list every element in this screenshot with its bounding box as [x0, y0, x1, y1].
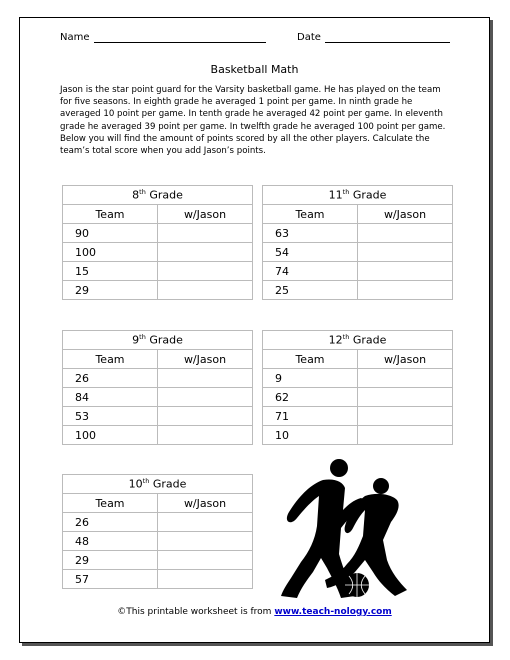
- col-team-header: Team: [263, 205, 358, 224]
- footer-link[interactable]: www.teach-nology.com: [274, 607, 392, 617]
- date-blank: [325, 42, 450, 43]
- word-problem-text: Jason is the star point guard for the Varsity basketball game. He has played on the team for five seasons. In eighth grade he averaged 1 point per game. In ninth grade he averaged 10 point per game. In tenth grade he averaged 42 point per game. In eleventh grade he averaged 39 point per game. In twelfth grade he averaged 100 point per game. Below you will find the amount of points scored by all the other players. Calculate the team’s total score when you add Jason’s points.: [60, 85, 446, 157]
- answer-cell[interactable]: [158, 551, 253, 570]
- answer-cell[interactable]: [158, 262, 253, 281]
- col-jason-header: w/Jason: [158, 205, 253, 224]
- team-score: 71: [263, 407, 358, 426]
- date-line: [297, 32, 450, 43]
- col-jason-header: w/Jason: [358, 205, 453, 224]
- team-score: 90: [63, 224, 158, 243]
- answer-cell[interactable]: [158, 224, 253, 243]
- name-label: Name: [60, 32, 90, 43]
- col-team-header: Team: [263, 350, 358, 369]
- table-caption: 12th Grade: [263, 331, 453, 350]
- answer-cell[interactable]: [158, 369, 253, 388]
- col-jason-header: w/Jason: [158, 494, 253, 513]
- team-score: 9: [263, 369, 358, 388]
- answer-cell[interactable]: [158, 243, 253, 262]
- table-grade-8: [62, 185, 253, 300]
- team-score: 84: [63, 388, 158, 407]
- team-score: 15: [63, 262, 158, 281]
- table-grade-10: [62, 474, 253, 589]
- col-jason-header: w/Jason: [158, 350, 253, 369]
- table-caption: 10th Grade: [63, 475, 253, 494]
- team-score: 29: [63, 281, 158, 300]
- answer-cell[interactable]: [158, 281, 253, 300]
- answer-cell[interactable]: [358, 281, 453, 300]
- answer-cell[interactable]: [358, 407, 453, 426]
- answer-cell[interactable]: [358, 262, 453, 281]
- team-score: 25: [263, 281, 358, 300]
- team-score: 10: [263, 426, 358, 445]
- answer-cell[interactable]: [158, 388, 253, 407]
- table-caption: 11th Grade: [263, 186, 453, 205]
- name-line: [60, 32, 266, 43]
- team-score: 100: [63, 243, 158, 262]
- footer-text: ©This printable worksheet is from: [117, 607, 275, 617]
- team-score: 74: [263, 262, 358, 281]
- team-score: 48: [63, 532, 158, 551]
- team-score: 63: [263, 224, 358, 243]
- name-blank: [94, 42, 266, 43]
- table-grade-12: [262, 330, 453, 445]
- col-jason-header: w/Jason: [358, 350, 453, 369]
- worksheet-page: [19, 17, 490, 643]
- basketball-players-silhouette: [261, 456, 423, 601]
- footer-credit: [20, 607, 489, 617]
- table-caption: 9th Grade: [63, 331, 253, 350]
- col-team-header: Team: [63, 350, 158, 369]
- team-score: 26: [63, 513, 158, 532]
- answer-cell[interactable]: [158, 407, 253, 426]
- answer-cell[interactable]: [358, 426, 453, 445]
- team-score: 62: [263, 388, 358, 407]
- worksheet-title: Basketball Math: [210, 63, 299, 76]
- team-score: 29: [63, 551, 158, 570]
- answer-cell[interactable]: [358, 224, 453, 243]
- col-team-header: Team: [63, 205, 158, 224]
- team-score: 26: [63, 369, 158, 388]
- team-score: 57: [63, 570, 158, 589]
- table-grade-9: [62, 330, 253, 445]
- team-score: 54: [263, 243, 358, 262]
- team-score: 100: [63, 426, 158, 445]
- date-label: Date: [297, 32, 321, 43]
- answer-cell[interactable]: [358, 243, 453, 262]
- answer-cell[interactable]: [358, 388, 453, 407]
- team-score: 53: [63, 407, 158, 426]
- col-team-header: Team: [63, 494, 158, 513]
- answer-cell[interactable]: [158, 532, 253, 551]
- answer-cell[interactable]: [158, 426, 253, 445]
- answer-cell[interactable]: [158, 570, 253, 589]
- table-caption: 8th Grade: [63, 186, 253, 205]
- answer-cell[interactable]: [158, 513, 253, 532]
- answer-cell[interactable]: [358, 369, 453, 388]
- table-grade-11: [262, 185, 453, 300]
